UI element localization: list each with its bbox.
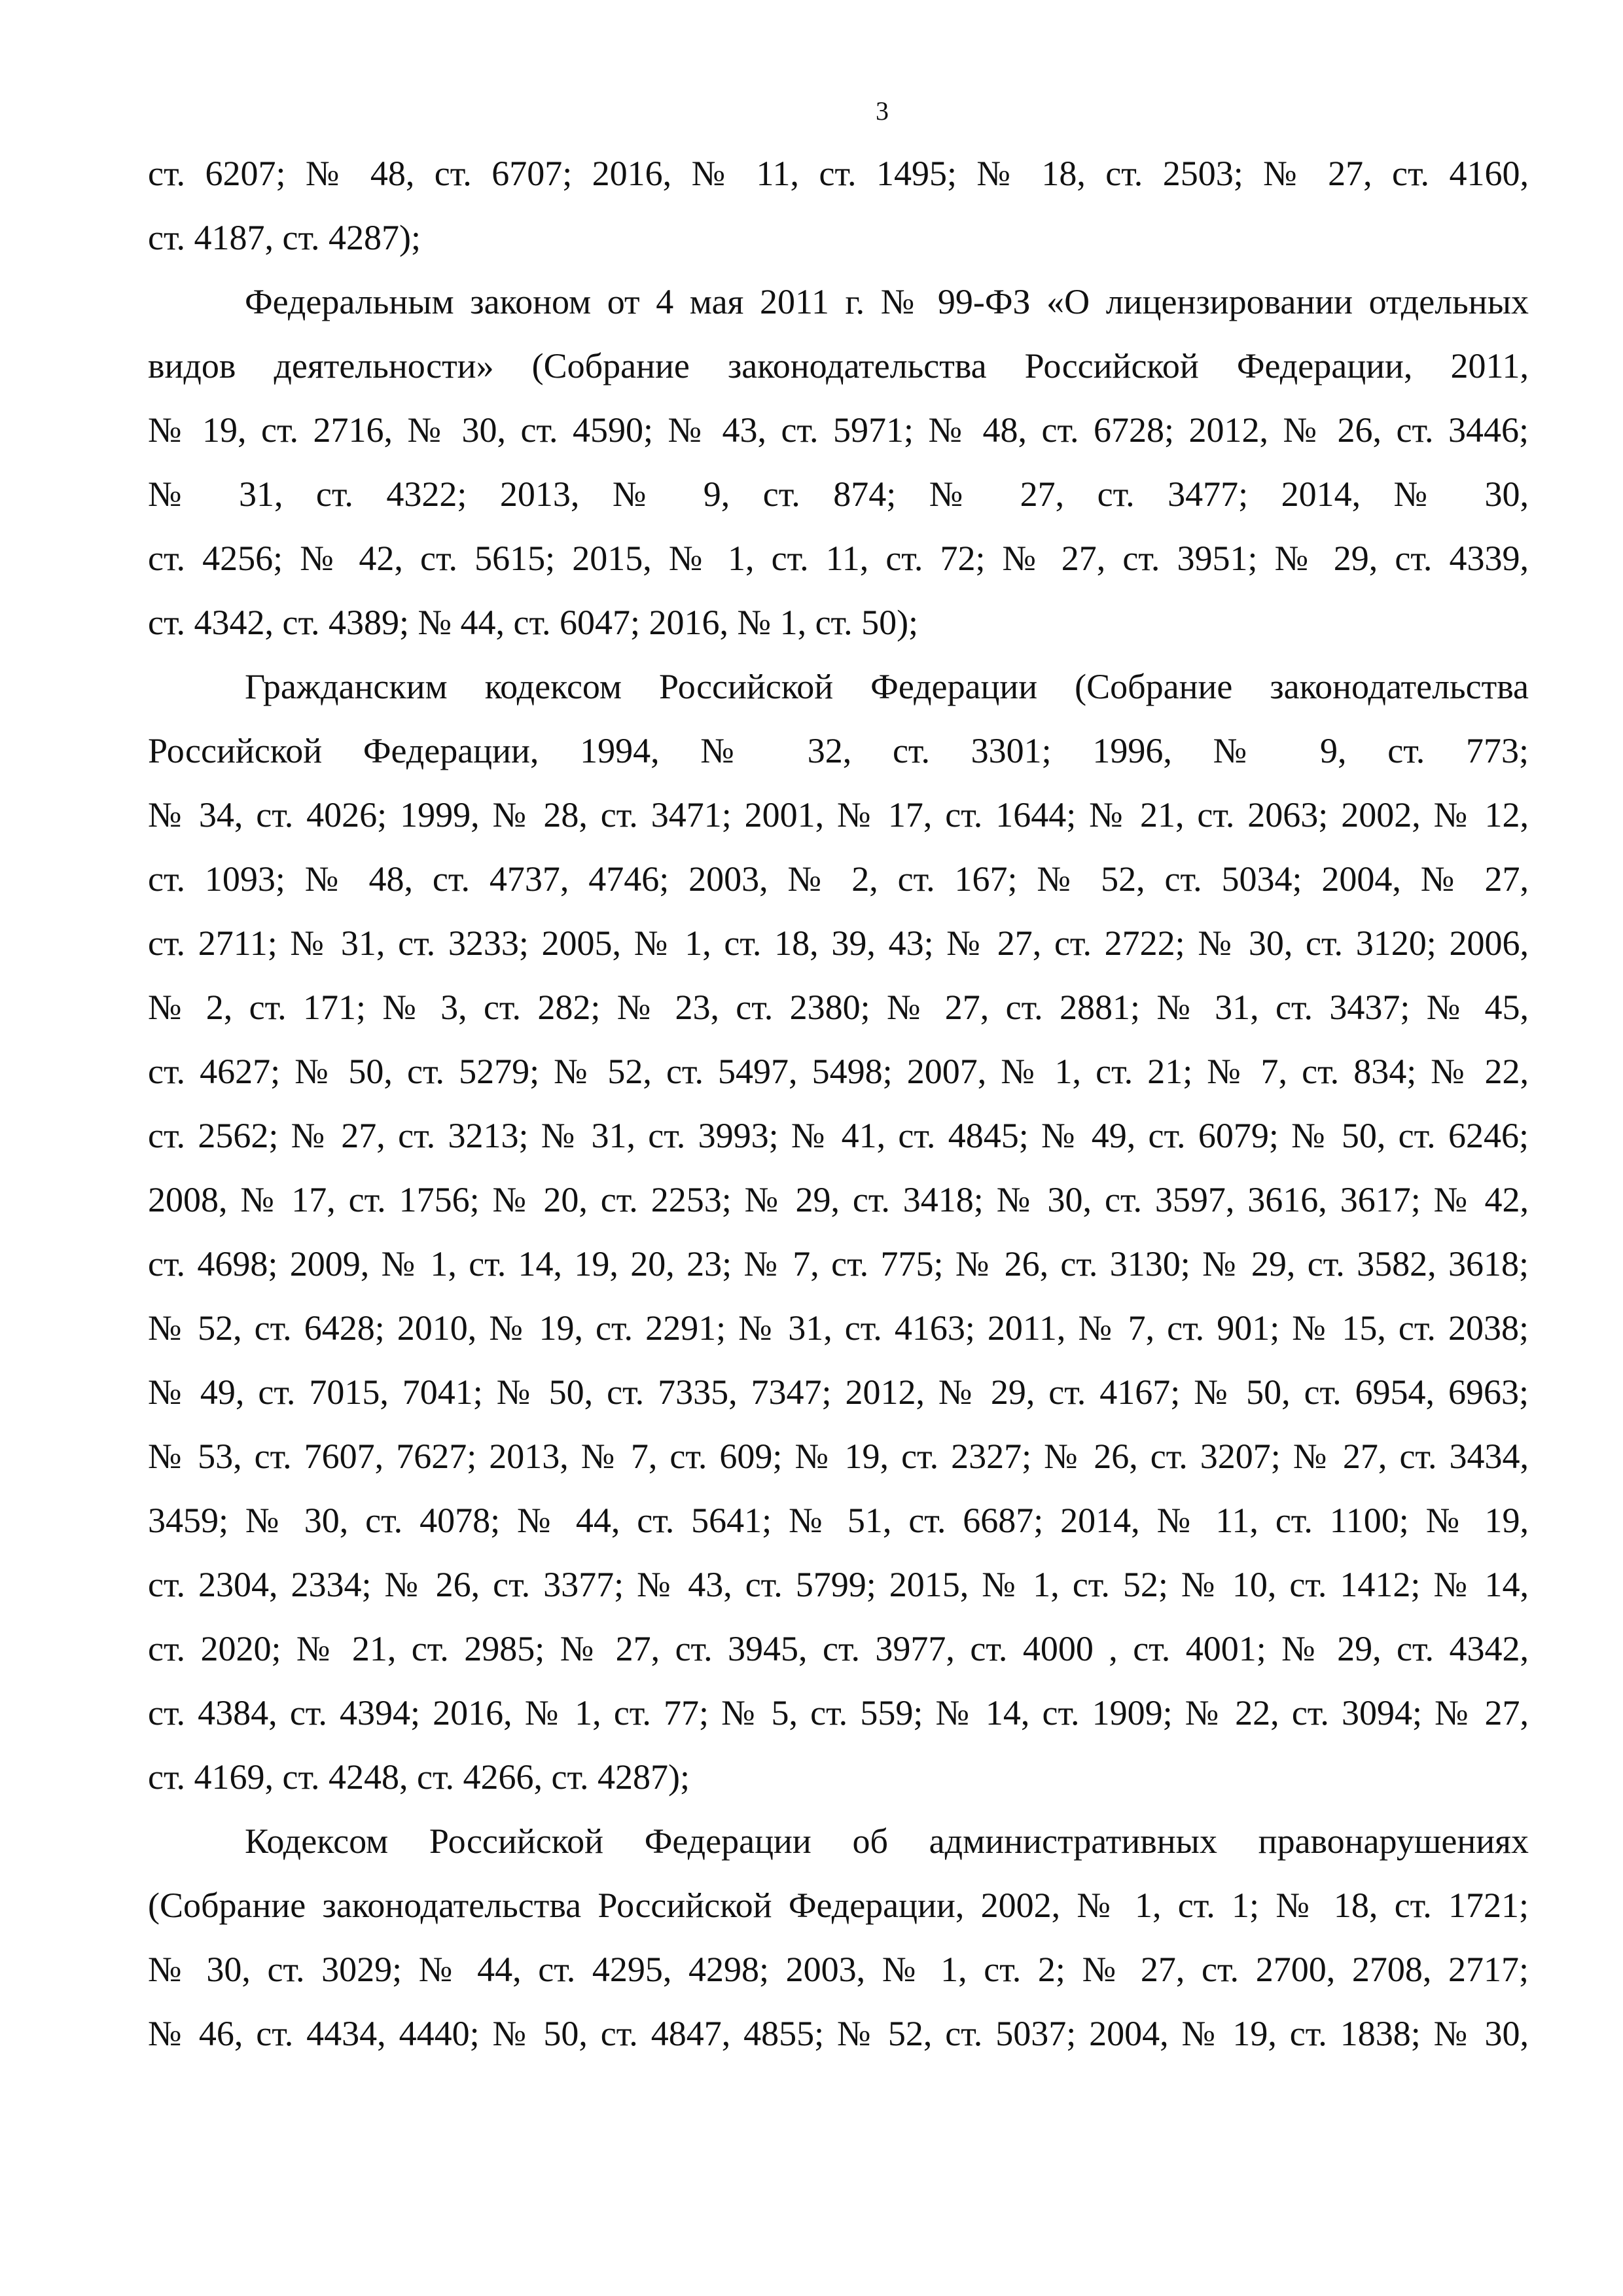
text-line: ст. 2562; № 27, ст. 3213; № 31, ст. 3993; № 41, ст. 4845; № 49, ст. 6079; № 50, ст. 6246; [148,1116,1529,1155]
text-line: видов деятельности» (Собрание законодательства Российской Федерации, 2011, [148,346,1529,386]
text-line: ст. 6207; № 48, ст. 6707; 2016, № 11, ст. 1495; № 18, ст. 2503; № 27, ст. 4160, [148,154,1529,193]
text-line: № 53, ст. 7607, 7627; 2013, № 7, ст. 609; № 19, ст. 2327; № 26, ст. 3207; № 27, ст. 3434, [148,1437,1529,1476]
text-line: № 30, ст. 3029; № 44, ст. 4295, 4298; 2003, № 1, ст. 2; № 27, ст. 2700, 2708, 2717; [148,1950,1529,1989]
text-line: ст. 4187, ст. 4287); [148,218,421,257]
text-line: ст. 4256; № 42, ст. 5615; 2015, № 1, ст. 11, ст. 72; № 27, ст. 3951; № 29, ст. 4339, [148,539,1529,578]
text-line: 2008, № 17, ст. 1756; № 20, ст. 2253; № 29, ст. 3418; № 30, ст. 3597, 3616, 3617; № 42, [148,1180,1529,1219]
text-line: № 52, ст. 6428; 2010, № 19, ст. 2291; № 31, ст. 4163; 2011, № 7, ст. 901; № 15, ст. 2038; [148,1308,1529,1348]
text-line: ст. 2304, 2334; № 26, ст. 3377; № 43, ст. 5799; 2015, № 1, ст. 52; № 10, ст. 1412; № 14, [148,1565,1529,1604]
text-line: Кодексом Российской Федерации об административных правонарушениях [245,1821,1529,1861]
text-line: № 19, ст. 2716, № 30, ст. 4590; № 43, ст. 5971; № 48, ст. 6728; 2012, № 26, ст. 3446; [148,410,1529,450]
text-line: (Собрание законодательства Российской Федерации, 2002, № 1, ст. 1; № 18, ст. 1721; [148,1886,1529,1925]
paragraph-admin-code [148,1809,1529,2066]
text-line: № 31, ст. 4322; 2013, № 9, ст. 874; № 27, ст. 3477; 2014, № 30, [148,475,1529,514]
text-line: № 2, ст. 171; № 3, ст. 282; № 23, ст. 2380; № 27, ст. 2881; № 31, ст. 3437; № 45, [148,988,1529,1027]
text-line: 3459; № 30, ст. 4078; № 44, ст. 5641; № 51, ст. 6687; 2014, № 11, ст. 1100; № 19, [148,1501,1529,1540]
text-line: ст. 4169, ст. 4248, ст. 4266, ст. 4287); [148,1757,690,1797]
text-line: № 46, ст. 4434, 4440; № 50, ст. 4847, 4855; № 52, ст. 5037; 2004, № 19, ст. 1838; № 30, [148,2014,1529,2053]
text-line: № 49, ст. 7015, 7041; № 50, ст. 7335, 7347; 2012, № 29, ст. 4167; № 50, ст. 6954, 6963; [148,1372,1529,1412]
text-line: ст. 4698; 2009, № 1, ст. 14, 19, 20, 23; № 7, ст. 775; № 26, ст. 3130; № 29, ст. 3582, 3618; [148,1244,1529,1283]
paragraph-continuation [148,141,1529,270]
text-line: Федеральным законом от 4 мая 2011 г. № 99-ФЗ «О лицензировании отдельных [245,282,1529,321]
page-number: 3 [876,96,889,126]
text-line: Российской Федерации, 1994, № 32, ст. 3301; 1996, № 9, ст. 773; [148,731,1529,770]
paragraph-federal-law [148,270,1529,655]
text-line: ст. 1093; № 48, ст. 4737, 4746; 2003, № 2, ст. 167; № 52, ст. 5034; 2004, № 27, [148,859,1529,899]
text-line: ст. 4384, ст. 4394; 2016, № 1, ст. 77; № 5, ст. 559; № 14, ст. 1909; № 22, ст. 3094; № 27, [148,1693,1529,1732]
text-line: ст. 2711; № 31, ст. 3233; 2005, № 1, ст. 18, 39, 43; № 27, ст. 2722; № 30, ст. 3120; 2006, [148,924,1529,963]
text-line: ст. 4342, ст. 4389; № 44, ст. 6047; 2016, № 1, ст. 50); [148,603,919,642]
text-line: ст. 4627; № 50, ст. 5279; № 52, ст. 5497, 5498; 2007, № 1, ст. 21; № 7, ст. 834; № 22, [148,1052,1529,1091]
document-body [148,141,1529,2066]
text-line: Гражданским кодексом Российской Федерации (Собрание законодательства [245,667,1529,706]
text-line: ст. 2020; № 21, ст. 2985; № 27, ст. 3945, ст. 3977, ст. 4000 , ст. 4001; № 29, ст. 4342, [148,1629,1529,1668]
paragraph-civil-code [148,655,1529,1809]
text-line: № 34, ст. 4026; 1999, № 28, ст. 3471; 2001, № 17, ст. 1644; № 21, ст. 2063; 2002, № 12, [148,795,1529,834]
